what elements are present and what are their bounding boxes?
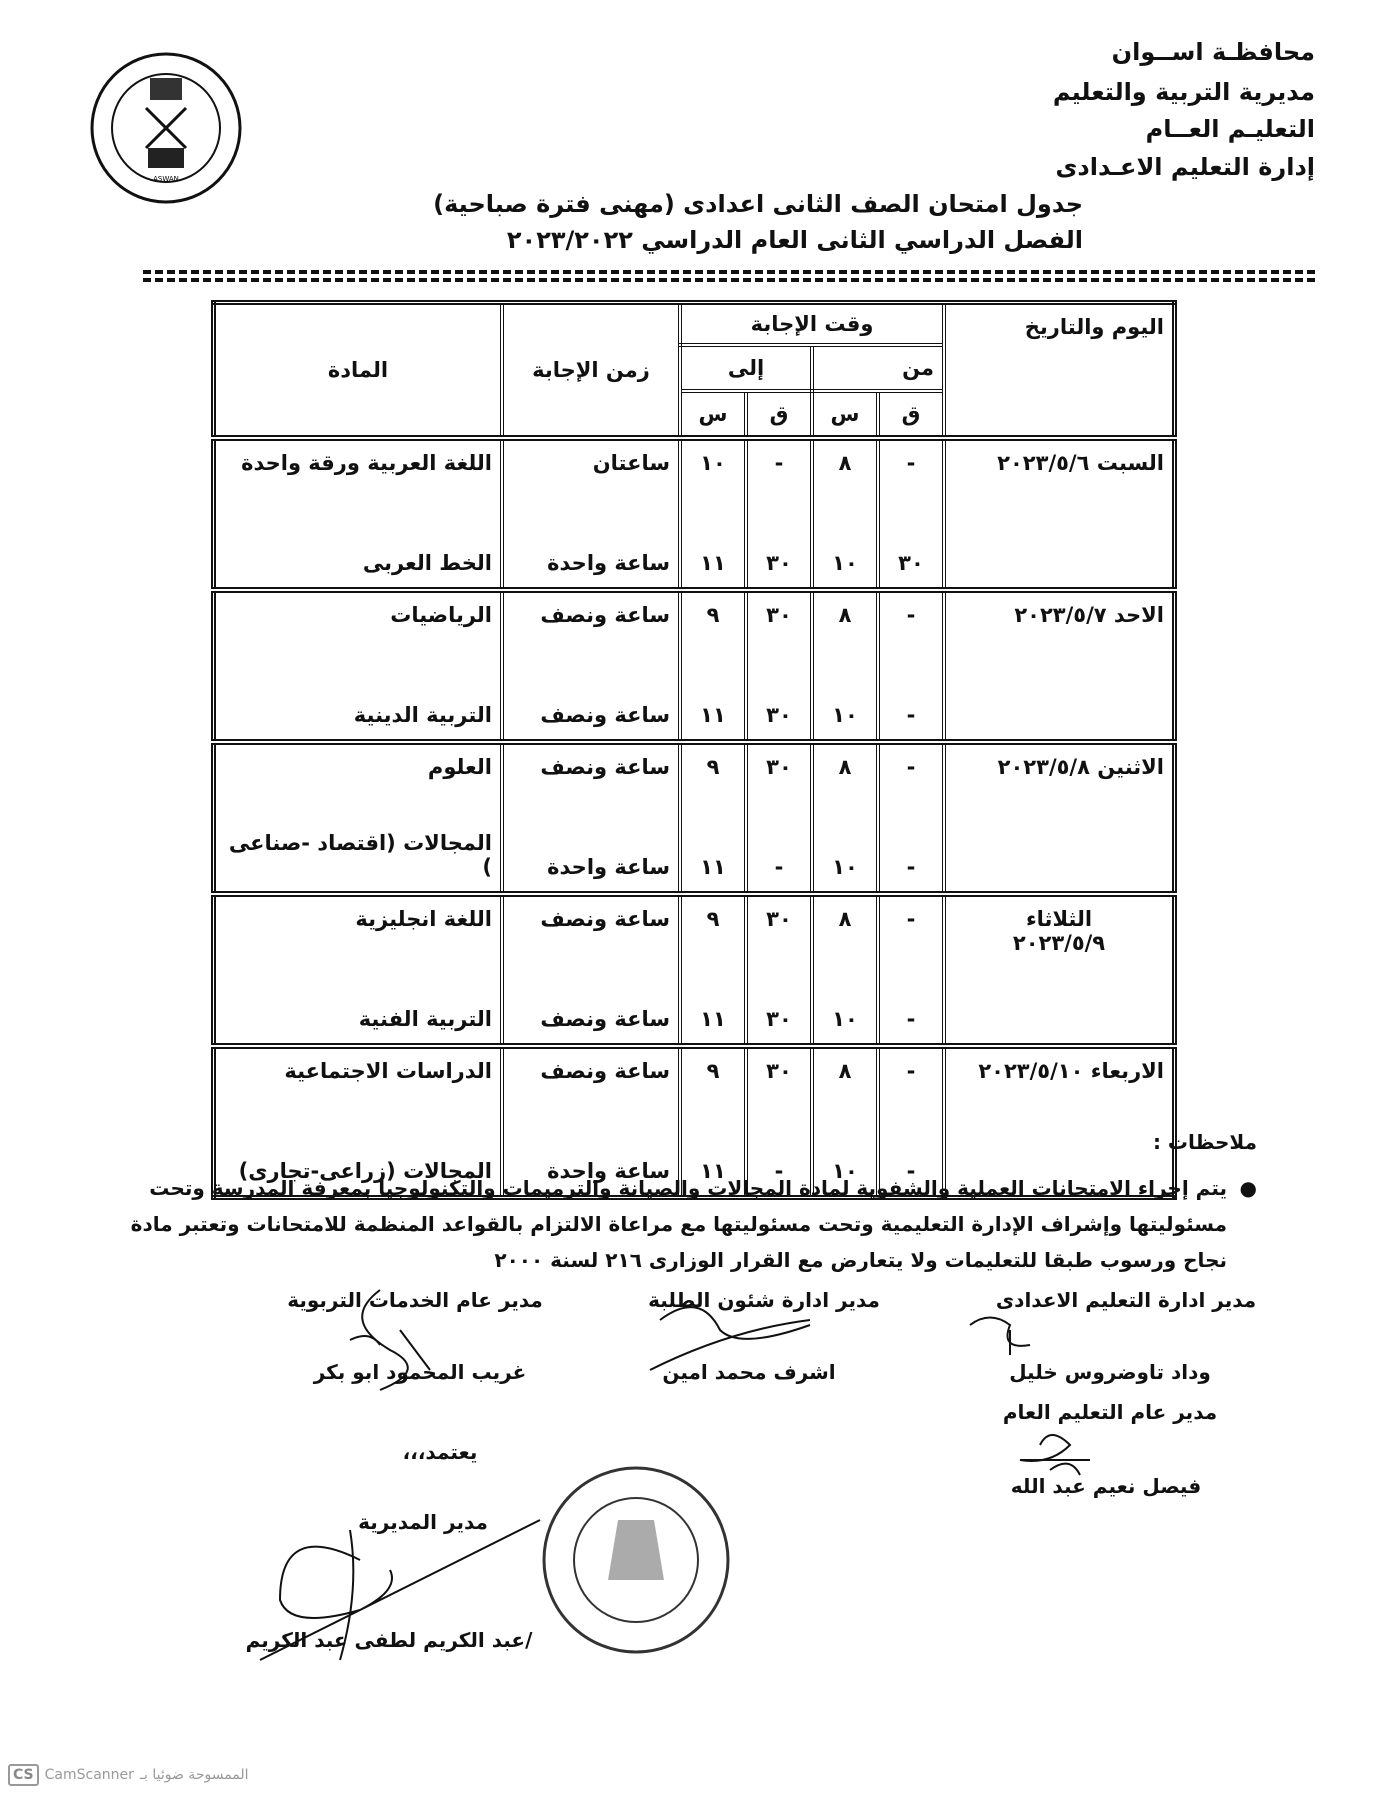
subject: المجالات (زراعى-تجارى)	[214, 1123, 503, 1198]
exam-date: ٢٠٢٣/٥/٦	[997, 451, 1090, 475]
exam-row	[214, 894, 1175, 971]
to-hour: ١١	[680, 1123, 746, 1198]
to-hour: ٩	[680, 1046, 746, 1123]
header-to-minute: ق	[746, 391, 812, 438]
duration: ساعة ونصف	[502, 971, 680, 1046]
header-to: إلى	[680, 345, 812, 391]
governorate-label: محافظـة اســوان	[1111, 38, 1315, 66]
exam-row	[214, 590, 1175, 667]
services-manager-title: مدير عام الخدمات التربوية	[287, 1288, 543, 1312]
exam-date: ٢٠٢٣/٥/٨	[997, 755, 1090, 779]
exam-schedule-table	[211, 300, 1177, 1200]
document-title: جدول امتحان الصف الثانى اعدادى (مهنى فترة صباحية)	[433, 190, 1083, 218]
from-minute: -	[878, 894, 944, 971]
director-title: مدير المديرية	[358, 1510, 488, 1534]
to-hour: ١١	[680, 819, 746, 894]
day-name: الثلاثاء	[1025, 907, 1093, 931]
exam-row	[214, 438, 1175, 515]
day-date-cell	[944, 590, 1175, 742]
from-minute: -	[878, 742, 944, 819]
day-name: السبت	[1096, 451, 1164, 475]
subject: التربية الدينية	[214, 667, 503, 742]
from-minute: -	[878, 1046, 944, 1123]
document-subtitle: الفصل الدراسي الثانى العام الدراسي ٢٠٢٣/٢٠٢٢	[506, 226, 1083, 254]
divider	[143, 270, 1315, 282]
to-minute: ٣٠	[746, 742, 812, 819]
to-minute: ٣٠	[746, 1046, 812, 1123]
to-minute: -	[746, 1123, 812, 1198]
to-hour: ٩	[680, 894, 746, 971]
notes-bullet	[85, 1170, 1257, 1278]
subject: الرياضيات	[214, 590, 503, 667]
camscanner-watermark	[8, 1764, 249, 1786]
from-hour: ١٠	[812, 667, 878, 742]
to-minute: ٣٠	[746, 667, 812, 742]
header-from-minute: ق	[878, 391, 944, 438]
to-minute: ٣٠	[746, 515, 812, 590]
day-name: الاحد	[1113, 603, 1164, 627]
from-minute: -	[878, 819, 944, 894]
general-edu-title: مدير عام التعليم العام	[1002, 1400, 1218, 1424]
notes-label: ملاحظات :	[1152, 1130, 1257, 1154]
to-minute: ٣٠	[746, 590, 812, 667]
directorate-label: مديرية التربية والتعليم	[1052, 78, 1315, 106]
general-education-label: التعليـم العــام	[1145, 115, 1315, 143]
from-minute: -	[878, 590, 944, 667]
from-hour: ٨	[812, 1046, 878, 1123]
duration: ساعة ونصف	[502, 590, 680, 667]
duration: ساعتان	[502, 438, 680, 515]
from-hour: ٨	[812, 590, 878, 667]
services-manager-name: غريب المحمود ابو بكر	[313, 1360, 527, 1384]
day-name: الاثنين	[1097, 755, 1164, 779]
day-date-cell	[944, 894, 1175, 1046]
duration: ساعة ونصف	[502, 742, 680, 819]
header-subject: المادة	[214, 303, 503, 439]
from-hour: ٨	[812, 894, 878, 971]
to-hour: ٩	[680, 742, 746, 819]
exam-row	[214, 742, 1175, 819]
duration: ساعة ونصف	[502, 667, 680, 742]
from-hour: ١٠	[812, 971, 878, 1046]
from-hour: ١٠	[812, 515, 878, 590]
subject: اللغة العربية ورقة واحدة	[214, 438, 503, 515]
camscanner-caption: الممسوحة ضوئيا بـ	[139, 1767, 249, 1783]
to-hour: ١٠	[680, 438, 746, 515]
to-hour: ١١	[680, 515, 746, 590]
from-minute: -	[878, 971, 944, 1046]
duration: ساعة ونصف	[502, 1046, 680, 1123]
day-name: الاربعاء	[1090, 1059, 1164, 1083]
svg-text:ASWAN: ASWAN	[153, 175, 179, 183]
subject: الخط العربى	[214, 515, 503, 590]
subject: المجالات (اقتصاد -صناعى )	[214, 819, 503, 894]
header-from: من	[812, 345, 944, 391]
exam-date: ٢٠٢٣/٥/٧	[1014, 603, 1107, 627]
from-hour: ٨	[812, 742, 878, 819]
from-minute: -	[878, 438, 944, 515]
header-from-hour: س	[812, 391, 878, 438]
directorate-logo	[88, 48, 244, 208]
header-duration: زمن الإجابة	[502, 303, 680, 439]
camscanner-app: CamScanner	[44, 1767, 134, 1783]
day-date-cell	[944, 742, 1175, 894]
prep-manager-name: وداد تاوضروس خليل	[1009, 1360, 1211, 1384]
notes-text: يتم إجراء الامتحانات العملية والشفوية لمادة المجالات والصيانة والترميمات والتكنولوجيا بمعرفة المدرسة وتحت مسئوليتها وإشراف الإدارة التعليمية وتحت مسئوليتها مع مراعاة الالتزام بالقواعد المنظمة للامتحانات وتعتبر مادة نجاح ورسوب طبقا للتعليمات ولا يتعارض مع القرار الوزارى ٢١٦ لسنة ٢٠٠٠	[130, 1176, 1227, 1272]
from-hour: ١٠	[812, 819, 878, 894]
from-minute: -	[878, 667, 944, 742]
subject: الدراسات الاجتماعية	[214, 1046, 503, 1123]
students-manager-name: اشرف محمد امين	[662, 1360, 836, 1384]
exam-date: ٢٠٢٣/٥/١٠	[978, 1059, 1084, 1083]
duration: ساعة واحدة	[502, 819, 680, 894]
to-hour: ٩	[680, 590, 746, 667]
to-minute: ٣٠	[746, 894, 812, 971]
from-minute: -	[878, 1123, 944, 1198]
to-minute: ٣٠	[746, 971, 812, 1046]
department-label: إدارة التعليم الاعـدادى	[1055, 153, 1315, 181]
director-name: /عبد الكريم لطفى عبد الكريم	[245, 1628, 533, 1652]
header-to-hour: س	[680, 391, 746, 438]
from-hour: ٨	[812, 438, 878, 515]
bullet-icon: ●	[1239, 1176, 1257, 1200]
duration: ساعة ونصف	[502, 894, 680, 971]
students-manager-title: مدير ادارة شئون الطلبة	[648, 1288, 880, 1312]
from-minute: ٣٠	[878, 515, 944, 590]
official-stamp	[536, 1460, 736, 1660]
from-hour: ١٠	[812, 1123, 878, 1198]
exam-row	[214, 1046, 1175, 1123]
to-hour: ١١	[680, 667, 746, 742]
subject: العلوم	[214, 742, 503, 819]
to-hour: ١١	[680, 971, 746, 1046]
prep-manager-title: مدير ادارة التعليم الاعدادى	[995, 1288, 1257, 1312]
to-minute: -	[746, 819, 812, 894]
approved-label: يعتمد،،،	[402, 1440, 478, 1464]
header-answer-time: وقت الإجابة	[680, 303, 944, 346]
subject: اللغة انجليزية	[214, 894, 503, 971]
camscanner-logo: CS	[8, 1764, 39, 1786]
subject: التربية الفنية	[214, 971, 503, 1046]
to-minute: -	[746, 438, 812, 515]
duration: ساعة واحدة	[502, 1123, 680, 1198]
exam-date: ٢٠٢٣/٥/٩	[1012, 931, 1106, 955]
header-day-date: اليوم والتاريخ	[944, 303, 1175, 439]
duration: ساعة واحدة	[502, 515, 680, 590]
general-edu-name: فيصل نعيم عبد الله	[1010, 1474, 1202, 1498]
day-date-cell	[944, 438, 1175, 590]
